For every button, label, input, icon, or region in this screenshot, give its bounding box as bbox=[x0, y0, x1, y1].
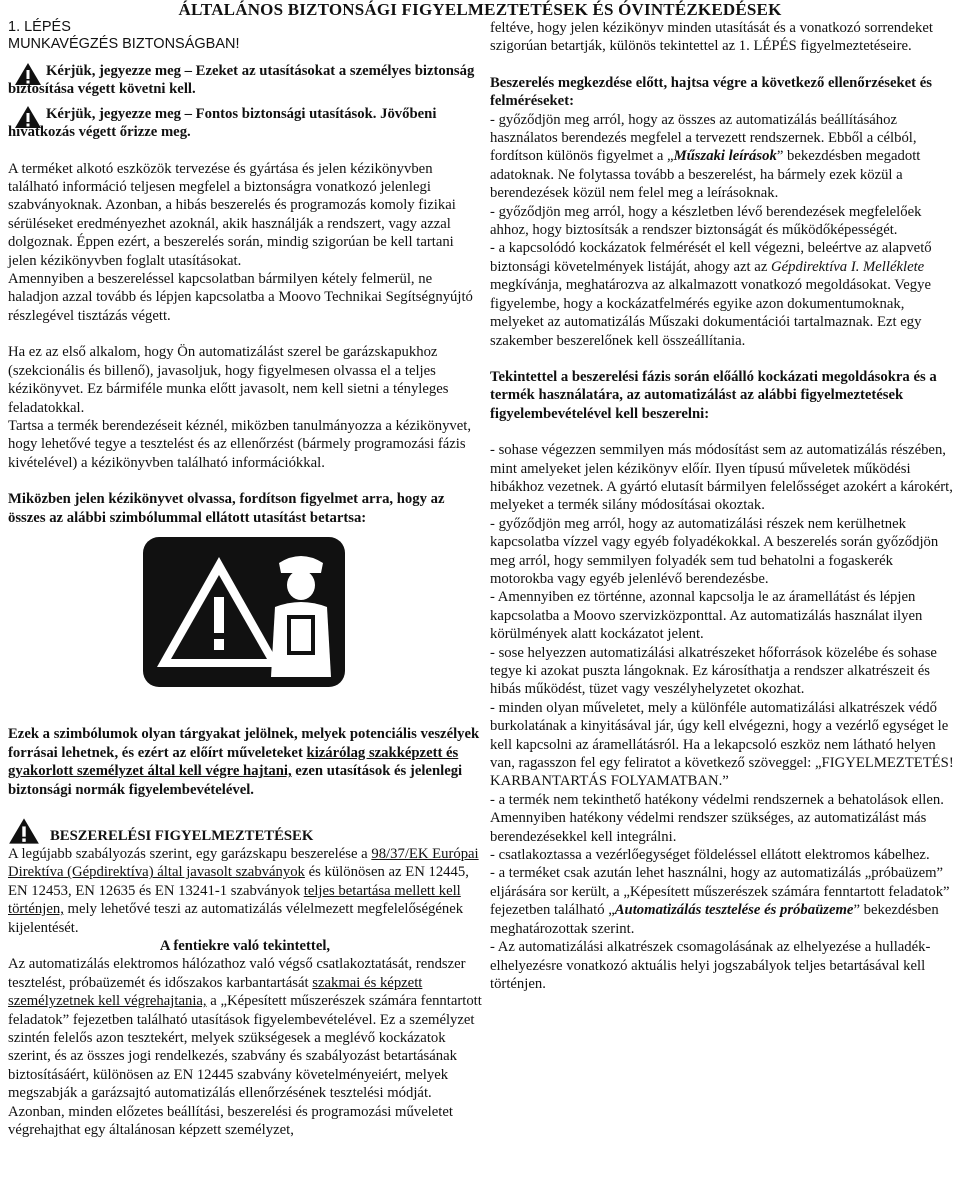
check3-directive-annex: Gépdirektíva I. Melléklete bbox=[771, 258, 925, 275]
warning-icon bbox=[8, 817, 40, 845]
warning-item: Amennyiben hatékony védelmi rendszer szükséges, az automatizálást más berendezésekkel kell integrálni. bbox=[490, 810, 927, 845]
warning-item: - sohase végezzen semmilyen más módosítást sem az automatizálás részében, mint amelyeket jelen kézikönyv előír. Ilyen típusú műveletek működési hibákhoz vezetnek. A gyártó elutasít bármilyen felelősséget azokért a károkért, melyeket a termék silány módosításai okoztak. bbox=[490, 442, 953, 514]
check1-text-b: ” bekezdésben megadott adatoknak. Ne folytassa tovább a beszerelést, ha bármely ezek közül a berendezések közül nem felel meg a leírásoknak. bbox=[490, 148, 921, 202]
check3-text-b: megkívánja, meghatározva az alkalmazott vonatkozó megoldásokat. Vegye figyelembe, hogy a kockázatfelmérés egyike azon dokumentumoknak, melyeket az automatizálás Műszaki dokumentációi tartalmaznak. Ezt egy szakember beszerelőnek kell összeállítania. bbox=[490, 277, 932, 349]
right-column bbox=[490, 19, 954, 993]
symbol-intro: Miközben jelen kézikönyvet olvassa, fordítson figyelmet arra, hogy az összes az alábbi szimbólummal ellátott utasítást betartsa: bbox=[8, 491, 445, 526]
warning-item: - csatlakoztassa a vezérlőegységet földeléssel ellátott elektromos kábelhez. bbox=[490, 847, 930, 864]
install-warnings-heading-row bbox=[8, 817, 482, 845]
check1-technical-specs: Műszaki leírások bbox=[673, 148, 777, 165]
paragraph-first-time: Ha ez az első alkalom, hogy Ön automatizálást szerel be garázskapukhoz (szekcionális és billenő), javasoljuk, hogy figyelmesen olvassa el a teljes kézikönyvet. Ez bármiféle munka előtt javasolt, nem kell sietni a tényleges feladatokkal. bbox=[8, 344, 449, 416]
w9-testing-section: Automatizálás tesztelése és próbaüzeme bbox=[614, 902, 854, 919]
install-text-a: A legújabb szabályozás szerint, egy garázskapu beszerelése a bbox=[8, 845, 372, 862]
install-text-directive: 98/37/EK Európai Direktíva (Gépdirektíva) által javasolt szabványok bbox=[8, 845, 479, 881]
symbol-desc-part1: Ezek a szimbólumok olyan tárgyakat jelölnek, melyek potenciális veszélyek forrásai lehetnek, és ezért az előírt műveleteket bbox=[8, 726, 480, 761]
w9-text-a: - a terméket csak azután lehet használni, hogy az automatizálás „próbaüzem” eljárására sor került, a „Képesített műszerészek számára fenntartott feladatok” fejezetben található „ bbox=[490, 865, 950, 919]
consider-text-underlined: szakmai és képzett személyzetnek kell végrehajtania, bbox=[8, 974, 423, 1010]
consider-paragraph-2: Azonban, minden előzetes beállítási, beszerelési és programozási műveletet végrehajthat egy általánosan képzett személyzet, bbox=[8, 1103, 453, 1139]
install-text-c: mely lehetővé teszi az automatizálás vélelmezett megfelelőségének kijelentését. bbox=[8, 901, 464, 936]
warning-item: - Amennyiben ez történne, azonnal kapcsolja le az áramellátást és lépjen kapcsolatba a Moovo szervizközponttal. Az automatizálás használat ilyen körülmények alatt kockázatot jelent. bbox=[490, 589, 923, 643]
warning-item: - Az automatizálási alkatrészek csomagolásának az elhelyezése a hulladék-elhelyezésre vonatkozó aktuális helyi jogszabályok teljes betartásával kell történjen. bbox=[490, 939, 931, 992]
install-text-b: és különösen az EN 12445, EN 12453, EN 12635 és EN 13241-1 szabványok bbox=[8, 864, 469, 899]
consider-text-b: a „Képesített műszerészek számára fenntartott feladatok” fejezetben található utasítások figyelembevételével. Ez a személyzet szintén felelős azon tesztekért, melyek szükségesek a meglévő kockázatok szerint, és az összes jogi rendelkezés, szabvány és szabályozást betartásának biztosításáért, különösen az EN 12445 szabvány követelményeiért, melyek megszabják a garázsajtó automatizálás ellenőrzésének tesztelési módját. bbox=[8, 993, 482, 1102]
check-equipment bbox=[490, 111, 954, 203]
check-suitability: - győződjön meg arról, hogy a készletben lévő berendezések megfelelőek ahhoz, hogy biztosítsák a rendszer biztonságát és működőképességét. bbox=[490, 203, 922, 239]
consider-paragraph bbox=[8, 955, 482, 1102]
paragraph-keep-equipment: Tartsa a termék berendezéseit kéznél, miközben tanulmányozza a kézikönyvet, hogy lehetővé tegye a tesztelést és az ellenőrzést (bármely programozási fázis kivételével) a kézikönyvben található információkkal. bbox=[8, 417, 472, 471]
paragraph-standards: A terméket alkotó eszközök tervezése és gyártása és jelen kézikönyvben található információ teljesen megfelel a biztonságra vonatkozó jelenlegi szabványoknak. Azonban, a hibás beszerelés és programozás komoly fizikai sérüléseket eredményezhet azoknál, akik használják a rendszert, vagy azzal dolgoznak. Éppen ezért, a beszerelés során, mindig szigorúan be kell tartani jelen kézikönyvben foglalt utasításokat. bbox=[8, 160, 456, 269]
check-risk-assessment bbox=[490, 239, 954, 349]
warning-item: - győződjön meg arról, hogy az automatizálási részek nem kerülhetnek kapcsolatba vízzel vagy egyéb folyadékokkal. A beszerelés során győződjön meg arról, hogy semmilyen folyadék sem tud behatolni a fogaskerék motorokba vagy egyéb jelenlévő berendezésbe. bbox=[490, 515, 939, 587]
check1-text-a: - győződjön meg arról, hogy az összes az automatizálás beállításához használatos berendezés megfelel a tervezett rendszernek. Ebből a célból, fordítson különös figyelmet a „ bbox=[490, 111, 917, 165]
worker-warning-symbol bbox=[141, 535, 347, 689]
install-text-compliance: teljes betartása mellett kell történjen, bbox=[8, 882, 461, 918]
paragraph-contact-support: Amennyiben a beszereléssel kapcsolatban bármilyen kétely felmerül, ne haladjon azzal tovább és lépjen kapcsolatba a Moovo Technikai Segítségnyújtó részlegével tisztázás végett. bbox=[8, 271, 473, 324]
symbol-description bbox=[8, 725, 482, 799]
left-column bbox=[8, 19, 482, 1139]
consider-text-a: Az automatizálás elektromos hálózathoz való végső csatlakoztatását, rendszer tesztelést, próbaüzemét és időszakos karbantartását bbox=[8, 956, 466, 991]
w9-text-b: ” bekezdésben meghatározottak szerint. bbox=[490, 902, 939, 937]
warning-item bbox=[490, 864, 954, 938]
warning-item: - minden olyan műveletet, mely a különféle automatizálási alkatrészek védő burkolatának a kinyitásával jár, úgy kell elvégezni, hogy a vezérlő egységet le kell kapcsolni az áramellátásról. Ha a lekapcsoló eszköz nem látható helyen van, ragasszon fel egy feliratot a következő szöveggel: „FIGYELMEZTETÉS! KARBANTARTÁS FOLYAMATBAN.” bbox=[490, 699, 954, 790]
step-subheading: MUNKAVÉGZÉS BIZTONSÁGBAN! bbox=[8, 36, 240, 52]
continued-paragraph: feltéve, hogy jelen kézikönyv minden utasítását és a vonatkozó sorrendeket szigorúan betartják, különös tekintettel az 1. LÉPÉS figyelmeztetéseire. bbox=[490, 20, 933, 55]
check3-text-a: - a kapcsolódó kockázatok felmérését el kell végezni, beleértve az alapvető biztonsági követelmények listáját, ahogy azt az bbox=[490, 240, 932, 275]
notice-personal-safety-text: Kérjük, jegyezze meg – Ezeket az utasításokat a személyes biztonság biztosítása végett követni kell. bbox=[8, 63, 475, 98]
symbol-desc-part2: ezen utasítások és jelenlegi biztonsági normák figyelembevételével. bbox=[8, 763, 463, 798]
install-warnings-paragraph bbox=[8, 845, 482, 937]
warning-item: - sose helyezzen automatizálási alkatrészeket hőforrások közelébe és sohase tegye ki azokat puszta lángoknak. Ez károsíthatja a rendszer alkatrészeit és hibás működést, tüzet vagy veszélyhelyzetet okozhat. bbox=[490, 644, 937, 698]
before-install-heading: Beszerelés megkezdése előtt, hajtsa végre a következő ellenőrzéseket és felméréseket: bbox=[490, 74, 932, 110]
symbol-desc-underlined: kizárólag szakképzett és gyakorlott személyzet által kell végre hajtani, bbox=[8, 744, 459, 780]
step-heading: 1. LÉPÉS bbox=[8, 19, 71, 35]
page-title: ÁLTALÁNOS BIZTONSÁGI FIGYELMEZTETÉSEK ÉS ÓVINTÉZKEDÉSEK bbox=[178, 0, 782, 19]
warning-item: - a termék nem tekinthető hatékony védelmi rendszernek a behatolások ellen. bbox=[490, 791, 944, 808]
notice-keep-instructions-text: Kérjük, jegyezze meg – Fontos biztonsági utasítások. Jövőbeni hivatkozás végett őrizze meg. bbox=[8, 105, 437, 141]
risk-heading: Tekintettel a beszerelési fázis során előálló kockázati megoldásokra és a termék használatára, az automatizálást az alábbi figyelmeztetések figyelembevételével kell beszerelni: bbox=[490, 368, 937, 422]
install-warnings-heading: BESZERELÉSI FIGYELMEZTETÉSEK bbox=[50, 827, 314, 844]
consider-heading: A fentiekre való tekintettel, bbox=[159, 938, 331, 954]
